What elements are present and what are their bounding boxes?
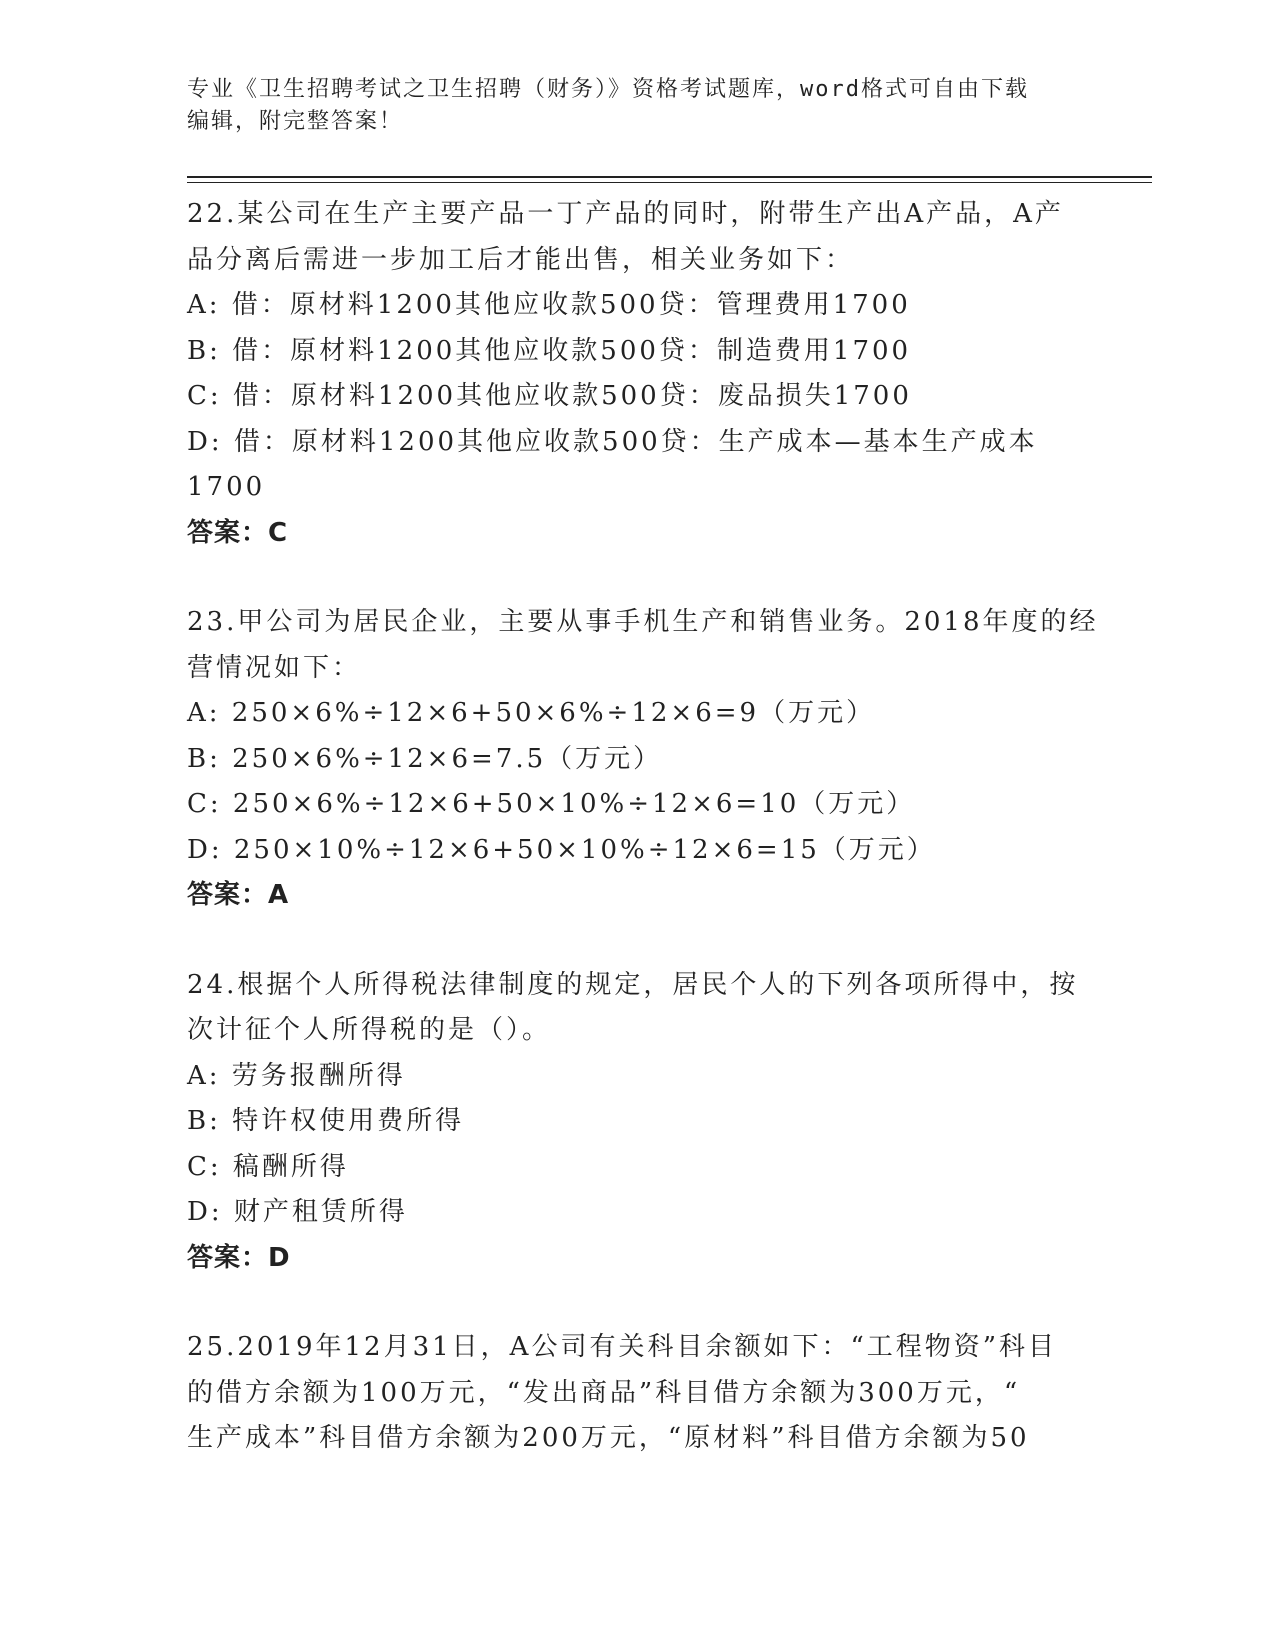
- question-stem-line: 25.2019年12月31日，A公司有关科目余额如下：“工程物资”科目: [187, 1332, 1058, 1362]
- answer-label: 答案：A: [187, 880, 290, 910]
- question-stem-line: 品分离后需进一步加工后才能出售，相关业务如下：: [187, 244, 855, 275]
- header-divider-thin: [187, 182, 1152, 183]
- option-c: C: 借：原材料1200其他应收款500贷：废品损失1700: [187, 381, 912, 411]
- question-stem-line: 生产成本”科目借方余额为200万元，“原材料”科目借方余额为50: [187, 1423, 1030, 1453]
- question-stem-line: 营情况如下：: [187, 652, 362, 683]
- document-header: [187, 74, 1087, 138]
- answer-label: 答案：C: [187, 517, 289, 548]
- option-a: A: 劳务报酬所得: [187, 1060, 406, 1091]
- option-b: B: 特许权使用费所得: [187, 1106, 465, 1136]
- question-list: [187, 192, 1099, 1506]
- question-stem-line: 24.根据个人所得税法律制度的规定，居民个人的下列各项所得中，按: [187, 969, 1079, 1000]
- question-stem-line: 次计征个人所得税的是（）。: [187, 1015, 552, 1045]
- option-d: D: 250×10%÷12×6+50×10%÷12×6=15（万元）: [187, 834, 936, 865]
- header-divider-thick: [187, 176, 1152, 178]
- option-d: D: 财产租赁所得: [187, 1197, 408, 1227]
- question-stem-line: 的借方余额为100万元，“发出商品”科目借方余额为300万元，“: [187, 1377, 1021, 1408]
- option-d: D: 借：原材料1200其他应收款500贷：生产成本—基本生产成本: [187, 426, 1038, 457]
- option-b: B: 250×6%÷12×6=7.5（万元）: [187, 743, 663, 774]
- header-line-1: 专业《卫生招聘考试之卫生招聘（财务）》资格考试题库，word格式可自由下载: [187, 77, 1029, 102]
- option-a: A: 250×6%÷12×6+50×6%÷12×6=9（万元）: [187, 698, 876, 728]
- question-stem-line: 22.某公司在生产主要产品一丁产品的同时，附带生产出A产品，A产: [187, 199, 1064, 229]
- question-stem-line: 23.甲公司为居民企业，主要从事手机生产和销售业务。2018年度的经: [187, 607, 1099, 637]
- question-23: [187, 600, 1099, 919]
- question-22: [187, 192, 1087, 556]
- question-25: [187, 1325, 1087, 1462]
- header-line-2: 编辑，附完整答案！: [187, 109, 404, 134]
- option-d-continued: 1700: [187, 472, 266, 502]
- option-b: B: 借：原材料1200其他应收款500贷：制造费用1700: [187, 335, 912, 366]
- option-c: C: 稿酬所得: [187, 1151, 349, 1182]
- question-24: [187, 963, 1087, 1282]
- option-a: A: 借：原材料1200其他应收款500贷：管理费用1700: [187, 290, 911, 320]
- option-c: C: 250×6%÷12×6+50×10%÷12×6=10（万元）: [187, 789, 916, 819]
- answer-label: 答案：D: [187, 1242, 291, 1273]
